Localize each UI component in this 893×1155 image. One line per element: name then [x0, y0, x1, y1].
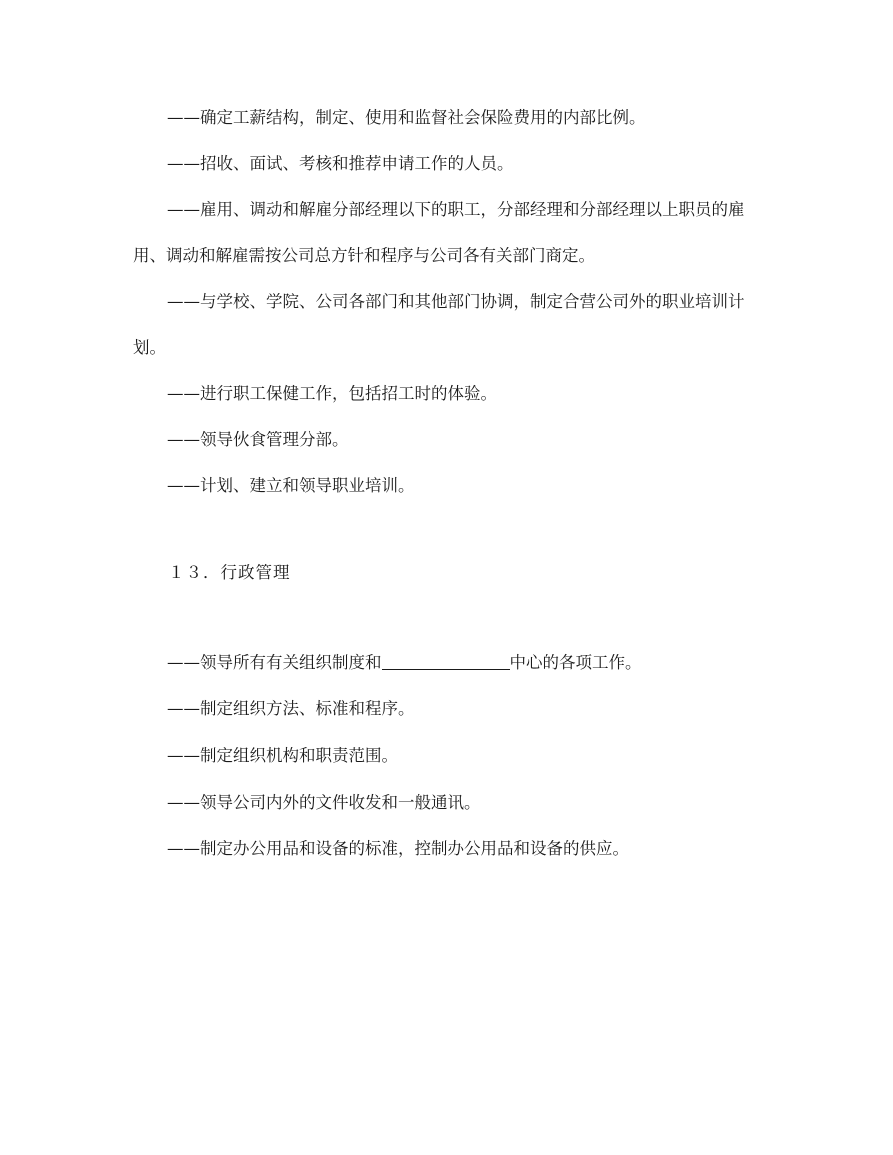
- paragraph-with-blank: [133, 640, 773, 686]
- paragraph-text-before-blank: ——领导所有有关组织制度和: [167, 653, 382, 672]
- paragraph: ——制定组织机构和职责范围。: [167, 746, 398, 765]
- paragraph: ——计划、建立和领导职业培训。: [167, 476, 415, 495]
- section-heading: １３．行政管理: [168, 563, 291, 582]
- paragraph: ——制定组织方法、标准和程序。: [167, 699, 415, 718]
- paragraph: ——进行职工保健工作，包括招工时的体验。: [167, 384, 497, 403]
- paragraph: ——招收、面试、考核和推荐申请工作的人员。: [167, 154, 514, 173]
- paragraph: ——与学校、学院、公司各部门和其他部门协调，制定合营公司外的职业培训计划。: [133, 292, 745, 357]
- paragraph: ——领导伙食管理分部。: [167, 430, 349, 449]
- paragraph: ——领导公司内外的文件收发和一般通讯。: [167, 793, 481, 812]
- paragraph: ——制定办公用品和设备的标准，控制办公用品和设备的供应。: [167, 839, 629, 858]
- paragraph: ——确定工薪结构，制定、使用和监督社会保险费用的内部比例。: [167, 108, 646, 127]
- paragraph: ——雇用、调动和解雇分部经理以下的职工，分部经理和分部经理以上职员的雇用、调动和解雇需按公司总方针和程序与公司各有关部门商定。: [133, 200, 745, 265]
- paragraph-text-after-blank: 中心的各项工作。: [509, 653, 642, 672]
- fill-in-blank-line: [382, 653, 510, 671]
